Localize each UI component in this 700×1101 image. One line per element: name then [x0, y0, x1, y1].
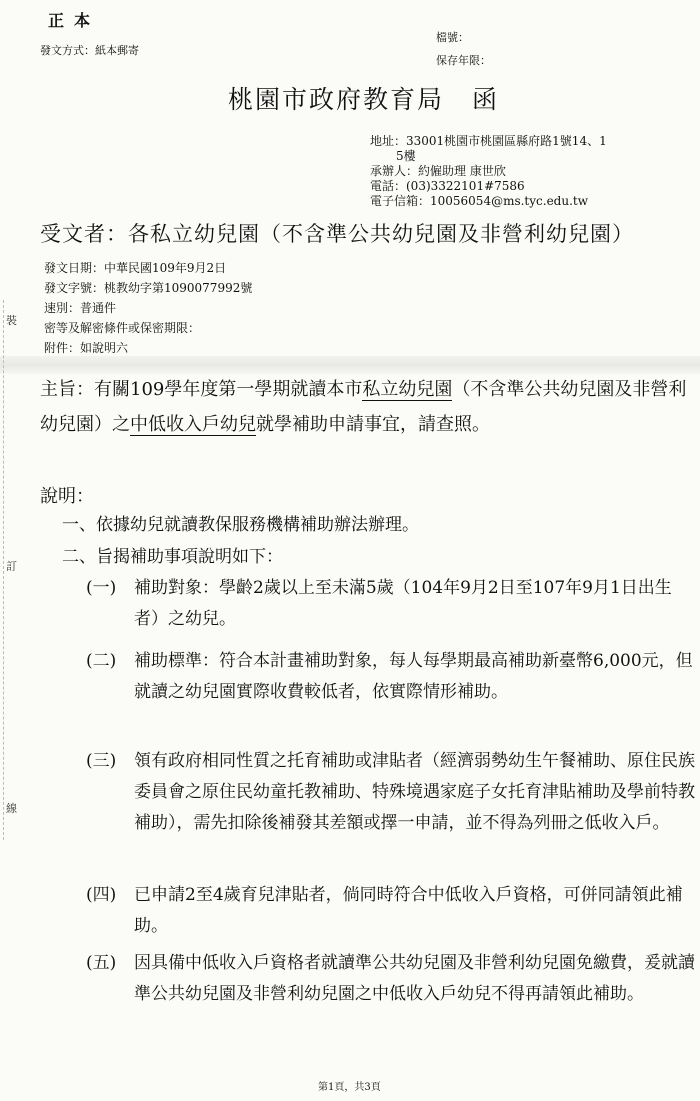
sub-item-4 — [86, 880, 696, 942]
binding-mark-ding: 訂 — [6, 560, 17, 573]
sub-item-tag: (五) — [86, 953, 117, 973]
archive-info — [436, 26, 491, 72]
explanation-heading: 說明： — [40, 486, 94, 507]
explanation-point-2: 二、旨揭補助事項說明如下： — [62, 547, 283, 567]
sub-item-1 — [86, 573, 696, 635]
address-line-2: 5樓 — [396, 149, 416, 163]
subject-label: 主旨： — [40, 379, 94, 400]
sub-item-text: 補助對象：學齡2歲以上至未滿5歲（104年9月2日至107年9月1日出生者）之幼兒。 — [134, 578, 672, 629]
page-footer: 第1頁，共3頁 — [318, 1082, 381, 1093]
retention-label: 保存年限： — [436, 54, 491, 67]
meta-block — [44, 258, 252, 358]
file-number-label: 檔號： — [436, 31, 469, 44]
sub-item-text: 已申請2至4歲育兒津貼者，倘同時符合中低收入戶資格，可併同請領此補助。 — [134, 885, 683, 936]
email: 電子信箱：10056054@ms.tyc.edu.tw — [370, 194, 588, 208]
sub-item-5 — [86, 948, 696, 1010]
send-method: 發文方式：紙本郵寄 — [40, 44, 139, 57]
sub-item-3 — [86, 746, 696, 839]
explanation-point-1: 一、依據幼兒就讀教保服務機構補助辦法辦理。 — [62, 515, 419, 535]
agency-name: 桃園市政府教育局 — [228, 85, 445, 114]
sub-item-tag: (一) — [86, 578, 117, 598]
sub-item-tag: (三) — [86, 751, 117, 771]
binding-mark-xian: 線 — [6, 802, 17, 815]
sub-item-text: 領有政府相同性質之托育補助或津貼者（經濟弱勢幼生午餐補助、原住民族委員會之原住民幼童托教補助、特殊境遇家庭子女托育津貼補助及學前特教補助），需先扣除後補發其差額或擇一申請，並不得為列冊之低收入戶。 — [134, 751, 695, 833]
sub-item-2 — [86, 646, 696, 708]
binding-mark-zhuang: 裝 — [6, 314, 17, 327]
document-number: 發文字號：桃教幼字第1090077992號 — [44, 281, 253, 295]
subject-underline-low-income: 中低收入戶幼兒 — [130, 414, 256, 435]
sub-item-tag: (四) — [86, 885, 117, 905]
speed-category: 速別：普通件 — [44, 301, 117, 315]
address-line-1: 地址：33001桃園市桃園區縣府路1號14、1 — [370, 134, 607, 148]
secrecy-level: 密等及解密條件或保密期限： — [44, 321, 201, 335]
sub-item-tag: (二) — [86, 651, 117, 671]
recipient: 受文者：各私立幼兒園（不含準公共幼兒園及非營利幼兒園） — [40, 222, 634, 246]
contact-block — [370, 134, 690, 209]
letterhead — [228, 80, 499, 116]
phone: 電話：(03)3322101#7586 — [370, 179, 525, 193]
subject-underline-private-kindergarten: 私立幼兒園 — [362, 379, 453, 400]
document-kind: 函 — [472, 85, 500, 114]
subject-part-3: （不含準公共幼兒園及非營利幼兒園）之 — [40, 379, 687, 435]
subject-part-1: 有關109學年度第一學期就讀本市 — [94, 379, 363, 400]
attachment-note: 附件：如說明六 — [44, 341, 129, 355]
sub-item-text: 補助標準：符合本計畫補助對象，每人每學期最高補助新臺幣6,000元，但就讀之幼兒園實際收費較低者，依實際情形補助。 — [134, 651, 693, 702]
copy-label: 正本 — [48, 11, 101, 30]
binding-line — [3, 300, 5, 840]
issue-date: 發文日期：中華民國109年9月2日 — [44, 261, 227, 275]
handler: 承辦人：約僱助理 康世欣 — [370, 164, 506, 178]
subject-part-5: 就學補助申請事宜，請查照。 — [256, 414, 490, 435]
sub-item-text: 因具備中低收入戶資格者就讀準公共幼兒園及非營利幼兒園免繳費，爰就讀準公共幼兒園及非營利幼兒園之中低收入戶幼兒不得再請領此補助。 — [134, 953, 695, 1004]
subject — [40, 372, 695, 442]
